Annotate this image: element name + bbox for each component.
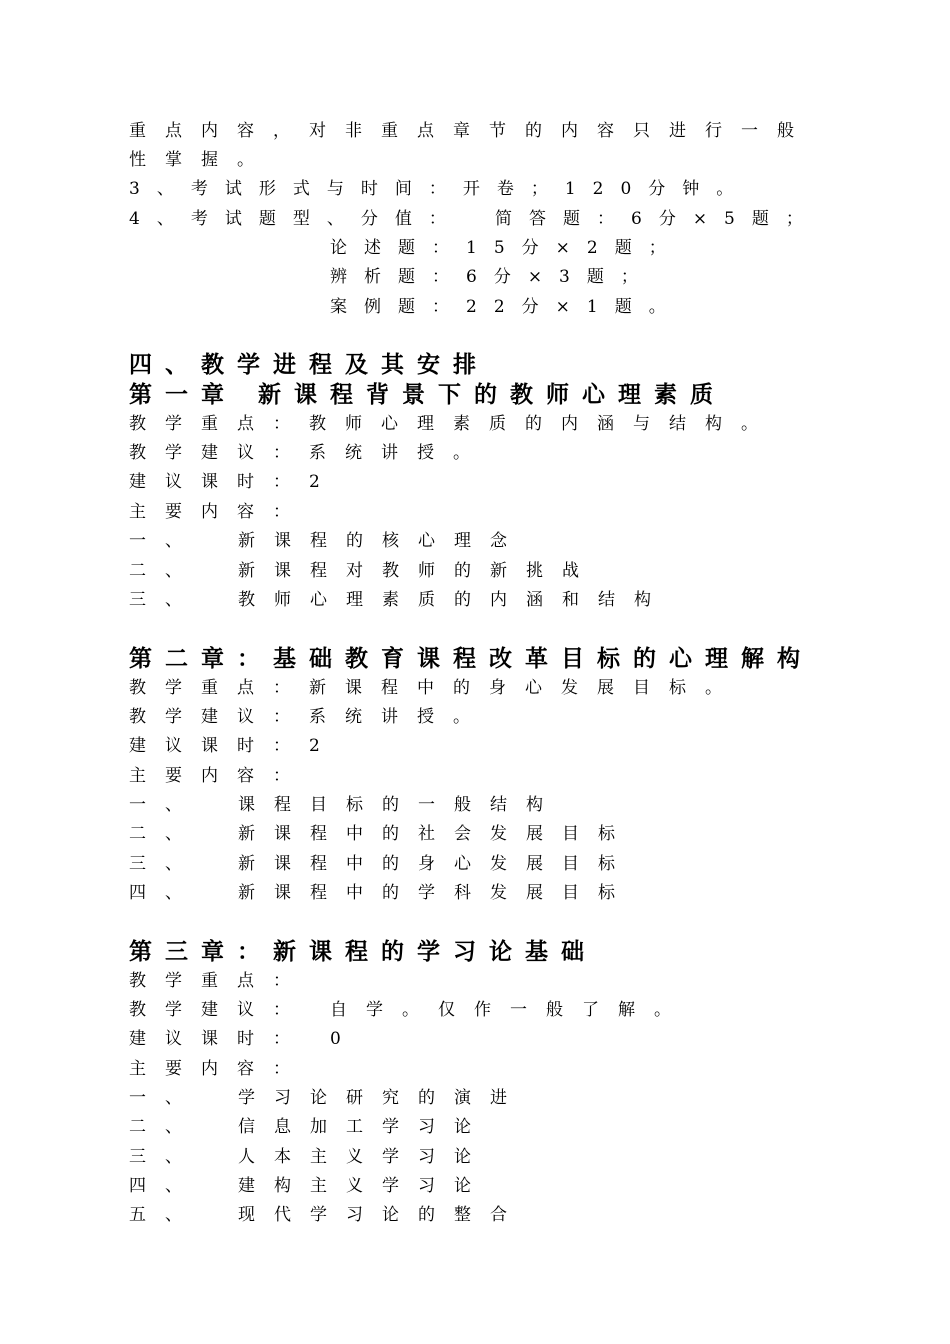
chapter-3-title: 第三章：新课程的学习论基础 [129,938,597,965]
chapter-3-item-num: 二、 [129,1117,201,1137]
chapter-3-content-label: 主要内容： [129,1059,309,1079]
chapter-2-item-num: 四、 [129,883,201,903]
chapter-1-item-num: 一、 [129,531,201,551]
chapter-2-hours: 建议课时：2 [129,736,339,756]
chapter-1-item-text: 新课程对教师的新挑战 [238,561,598,581]
exam-type-short-answer: 简答题：6分×5题； [495,209,820,229]
exam-types-label: 4、考试题型、分值： [129,209,463,229]
chapter-3-item-text: 学习论研究的演进 [238,1088,526,1108]
chapter-1-item-text: 教师心理素质的内涵和结构 [238,590,670,610]
chapter-2-item-text: 新课程中的社会发展目标 [238,824,634,844]
exam-format-line: 3、考试形式与时间：开卷；120分钟。 [129,179,751,199]
chapter-1-title: 第一章 新课程背景下的教师心理素质 [129,381,727,408]
chapter-1-content-label: 主要内容： [129,502,309,522]
section-title: 四、教学进程及其安排 [129,351,489,378]
chapter-1-hours: 建议课时：2 [129,472,339,492]
chapter-2-item-num: 一、 [129,795,201,815]
chapter-2-content-label: 主要内容： [129,766,309,786]
chapter-3-item-text: 人本主义学习论 [238,1147,490,1167]
chapter-3-item-num: 五、 [129,1205,201,1225]
chapter-2-item-num: 二、 [129,824,201,844]
chapter-2-item-text: 新课程中的学科发展目标 [238,883,634,903]
exam-type-essay: 论述题：15分×2题； [330,238,683,258]
chapter-3-item-num: 一、 [129,1088,201,1108]
chapter-1-item-num: 三、 [129,590,201,610]
chapter-3-advice-label: 教学建议： [129,1000,309,1020]
chapter-3-item-text: 信息加工学习论 [238,1117,490,1137]
chapter-1-advice: 教学建议：系统讲授。 [129,443,489,463]
chapter-3-item-text: 建构主义学习论 [238,1176,490,1196]
chapter-2-advice: 教学建议：系统讲授。 [129,707,489,727]
chapter-3-hours-label: 建议课时： [129,1029,309,1049]
chapter-2-title: 第二章：基础教育课程改革目标的心理解构 [129,645,813,672]
chapter-1-item-num: 二、 [129,561,201,581]
chapter-2-item-text: 新课程中的身心发展目标 [238,854,634,874]
exam-type-case: 案例题：22分×1题。 [330,297,683,317]
chapter-3-item-num: 三、 [129,1147,201,1167]
chapter-1-focus: 教学重点：教师心理素质的内涵与结构。 [129,414,777,434]
chapter-3-item-num: 四、 [129,1176,201,1196]
exam-line-1: 重点内容，对非重点章节的内容只进行一般 [129,121,813,141]
chapter-3-focus: 教学重点： [129,971,309,991]
chapter-2-item-num: 三、 [129,854,201,874]
exam-type-discrimination: 辨析题：6分×3题； [330,267,655,287]
chapter-1-item-text: 新课程的核心理念 [238,531,526,551]
chapter-2-focus: 教学重点：新课程中的身心发展目标。 [129,678,741,698]
chapter-3-item-text: 现代学习论的整合 [238,1205,526,1225]
chapter-3-hours-value: 0 [330,1029,360,1049]
exam-line-2: 性掌握。 [129,150,273,170]
chapter-2-item-text: 课程目标的一般结构 [238,795,562,815]
chapter-3-advice-text: 自学。仅作一般了解。 [330,1000,690,1020]
